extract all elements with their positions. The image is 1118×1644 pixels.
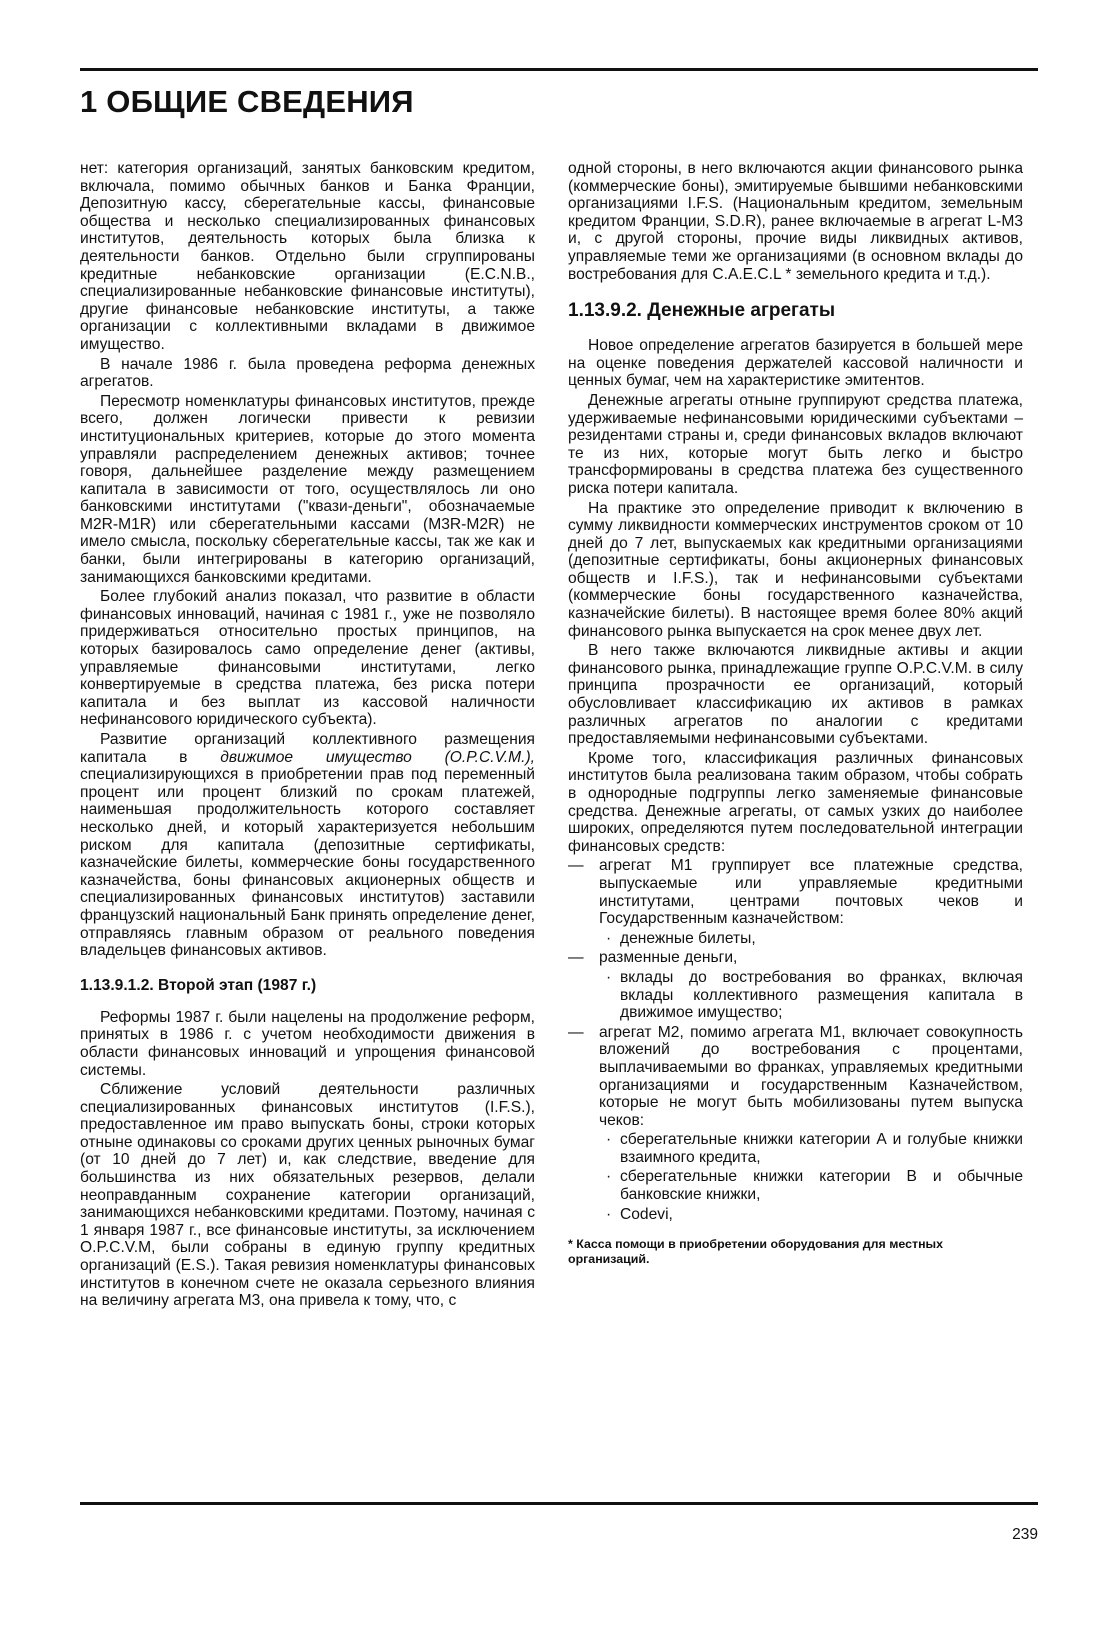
paragraph: Пересмотр номенклатуры финансовых институтов, прежде всего, должен логически привести к ревизии институциональных критериев, которые до этого момента управляли распределением денежных активов; точнее говоря, дальнейшее разделение между размещением капитала в зависимости от того, осуществлялось ли оно банковскими институтами ("квази-деньги", обозначаемые M2R-M1R) или сберегательными кассами (M3R-M2R) не имело смысла, поскольку сберегательные кассы, так же как и банки, были интегрированы в категорию организаций, занимающихся банковскими кредитами. [80, 392, 535, 586]
paragraph [80, 731, 535, 960]
list-item-text: агрегат M1 группирует все платежные средства, выпускаемые или управляемые кредитными институтами, центрами почтовых чеков и Государственным казначейством: [599, 857, 1023, 928]
bullet-marker: · [606, 929, 612, 947]
bullet-marker: · [606, 1205, 612, 1223]
list-item-text: сберегательные книжки категории В и обычные банковские книжки, [620, 1168, 1023, 1204]
paragraph: нет: категория организаций, занятых банковским кредитом, включала, помимо обычных банков и Банка Франции, Депозитную кассу, сберегательные кассы, финансовые общества и несколько специализированных финансовых институтов, деятельность которых была близка к деятельности банков. Отдельно были сгруппированы кредитные небанковские организации (E.C.N.B., специализированные небанковские финансовые институты), другие финансовые небанковские институты, а также организации с коллективными вкладами в движимое имущество. [80, 160, 535, 353]
dash-marker: — [568, 949, 584, 967]
list-item [568, 857, 1023, 927]
list-item-text: разменные деньги, [599, 949, 738, 967]
paragraph: Сближение условий деятельности различных специализированных финансовых институтов (I.F.S.), предоставленное им право выпускать боны, строки которых отныне одинаковы со сроками других ценных рыночных бумаг (от 10 дней до 7 лет) и, как следствие, введение для большинства из них обязательных резервов, делали неоправданным сохранение категории организаций, занимающихся небанковскими кредитами. Поэтому, начиная с 1 января 1987 г., все финансовые институты, за исключением O.P.C.V.M, были собраны в единую группу кредитных организаций (E.S.). Такая ревизия номенклатуры финансовых институтов в конечном счете не оказала серьезного влияния на величину агрегата М3, она привела к тому, что, с [80, 1081, 535, 1310]
sub-list-item [568, 930, 1023, 948]
paragraph-text: Развитие организаций коллективного размещения капитала в [80, 731, 535, 766]
section-heading-aggregates: 1.13.9.2. Денежные агрегаты [568, 300, 836, 322]
paragraph: Более глубокий анализ показал, что развитие в области финансовых инноваций, начиная с 1981 г., уже не позволяло придерживаться относительно простых принципов, на которых базировалось само определение денег (активы, управляемые финансовыми институтами, легко конвертируемые в средства платежа, без риска потери капитала и без выплат из кассовой наличности нефинансового юридического субъекта). [80, 588, 535, 729]
bottom-rule [80, 1502, 1038, 1505]
paragraph: В него также включаются ликвидные активы и акции финансового рынка, принадлежащие группе O.P.C.V.M. в силу принципа прозрачности ее организаций, который обусловливает классификацию их активов в рамках различных агрегатов по аналогии с кредитами предоставляемыми нефинансовыми субъектами. [568, 642, 1023, 748]
list-item [568, 1024, 1023, 1130]
bullet-marker: · [606, 1168, 612, 1186]
sub-list-item [568, 1131, 1023, 1166]
bullet-marker: · [606, 1131, 612, 1149]
left-column [80, 160, 535, 1312]
paragraph: Новое определение агрегатов базируется в большей мере на оценке поведения держателей кассовой наличности и ценных бумаг, чем на характеристике эмитентов. [568, 337, 1023, 390]
list-item-text: Codevi, [620, 1205, 673, 1223]
paragraph: В начале 1986 г. была проведена реформа денежных агрегатов. [80, 355, 535, 391]
section-heading-stage2: 1.13.9.1.2. Второй этап (1987 г.) [80, 976, 317, 994]
paragraph-text: специализирующихся в приобретении прав под переменный процент или процент близкий по срокам платежей, наименьшая продолжительность которого составляет несколько дней, и который характеризуется небольшим риском для капитала (депозитные сертификаты, казначейские билеты, коммерческие боны государственного казначейства, боны финансовых акционерных обществ и специализированных финансовых институтов) заставили французский национальный Банк принять определение денег, отправляясь главным образом от реального поведения владельцев финансовых активов. [80, 766, 535, 960]
right-column [568, 160, 1023, 1267]
list-item-text: денежные билеты, [620, 929, 756, 947]
sub-list-item [568, 1168, 1023, 1203]
paragraph: На практике это определение приводит к включению в сумму ликвидности коммерческих инструментов сроком от 10 дней до 7 лет, выпускаемых как кредитными организациями (депозитные сертификаты, боны акционерных финансовых обществ и I.F.S.), так и нефинансовыми субъектами (коммерческие боны государственного казначейства, казначейские билеты). В настоящее время более 80% акций финансового рынка выпускается на срок менее двух лет. [568, 499, 1023, 640]
list-item [568, 949, 1023, 967]
emphasis-term: движимое имущество (O.P.C.V.M.), [220, 748, 536, 766]
list-item-text: агрегат M2, помимо агрегата M1, включает совокупность вложений до востребования с процентами, выплачиваемыми во франках, управляемых кредитными организациями и государственным Казначейством, которые не могут быть мобилизованы путем выпуска чеков: [599, 1023, 1023, 1129]
paragraph: Кроме того, классификация различных финансовых институтов была реализована таким образом, чтобы собрать в однородные подгруппы легко заменяемые финансовые средства. Денежные агрегаты, от самых узких до наиболее широких, определяются путем последовательной интеграции финансовых средств: [568, 749, 1023, 855]
page-number: 239 [1012, 1526, 1038, 1543]
bullet-marker: · [606, 968, 612, 986]
list-item-text: вклады до востребования во франках, включая вклады коллективного размещения капитала в движимое имущество; [620, 968, 1023, 1022]
chapter-title: 1 ОБЩИЕ СВЕДЕНИЯ [80, 84, 414, 119]
sub-list-item [568, 969, 1023, 1022]
dash-marker: — [568, 857, 584, 875]
list-item-text: сберегательные книжки категории А и голубые книжки взаимного кредита, [620, 1131, 1023, 1166]
paragraph: Денежные агрегаты отныне группируют средства платежа, удерживаемые нефинансовыми юридическими субъектами – резидентами страны и, среди финансовых вкладов включают те из них, которые могут быть легко и быстро трансформированы в средства платежа без существенного риска потери капитала. [568, 391, 1023, 497]
dash-marker: — [568, 1023, 584, 1041]
paragraph: одной стороны, в него включаются акции финансового рынка (коммерческие боны), эмитируемые бывшими небанковскими организациями I.F.S. (Национальным кредитом, земельным кредитом Франции, S.D.R), ранее включаемые в агрегат L-M3 и, с другой стороны, прочие виды ликвидных активов, управляемые теми же организациями (в основном вклады до востребования для C.A.E.C.L * земельного кредита и т.д.). [568, 160, 1023, 283]
top-rule [80, 68, 1038, 71]
footnote: * Касса помощи в приобретении оборудования для местных организаций. [568, 1237, 944, 1267]
paragraph: Реформы 1987 г. были нацелены на продолжение реформ, принятых в 1986 г. с учетом необходимости движения в области финансовых инноваций и упрощения финансовой системы. [80, 1008, 535, 1079]
sub-list-item [568, 1206, 1023, 1224]
